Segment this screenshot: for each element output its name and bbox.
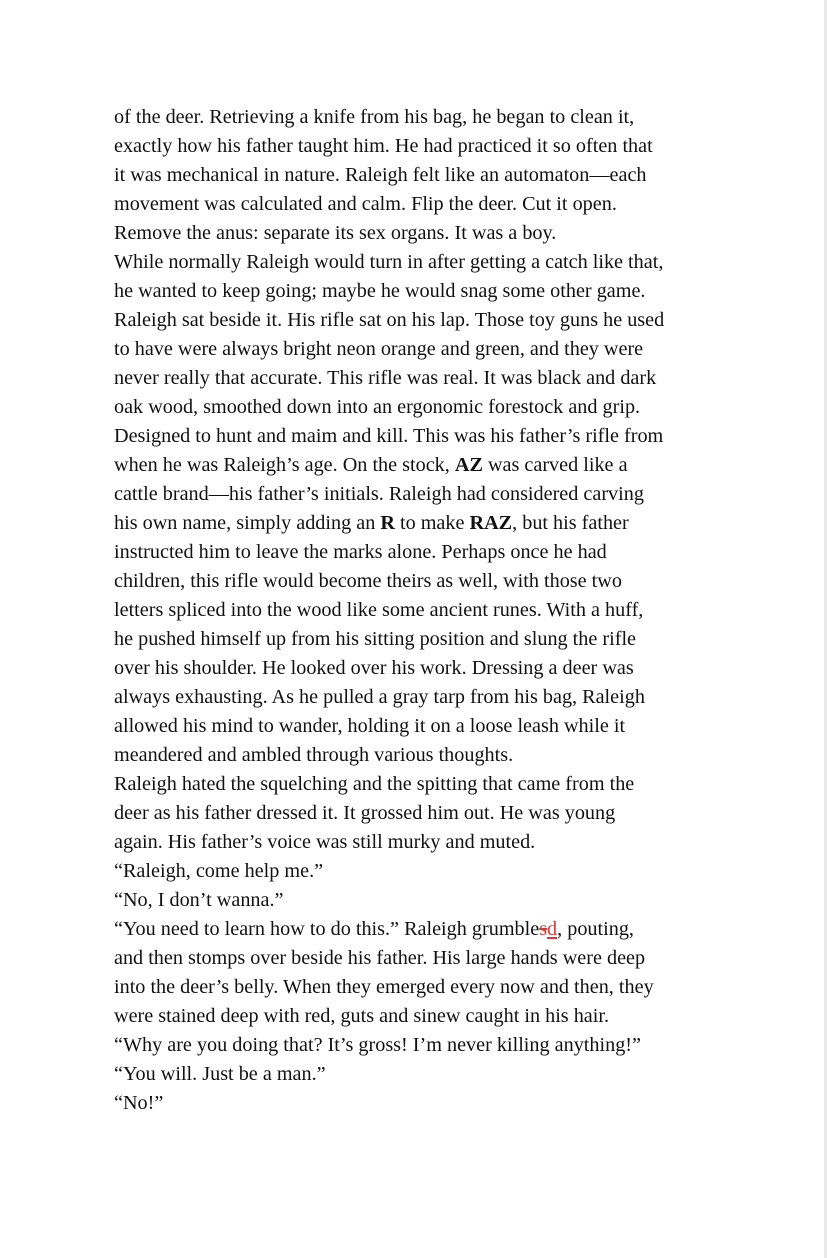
text-line: he wanted to keep going; maybe he would snag some other game. <box>114 280 646 302</box>
text-line: exactly how his father taught him. He had practiced it so often that <box>114 135 653 157</box>
text-line: movement was calculated and calm. Flip the deer. Cut it open. <box>114 193 617 215</box>
text-line: meandered and ambled through various thoughts. <box>114 744 514 766</box>
text-run: to make <box>394 512 470 534</box>
text-line <box>114 451 754 480</box>
bold-letter: R <box>380 512 395 534</box>
text-line: letters spliced into the wood like some ancient runes. With a huff, <box>114 599 644 621</box>
text-line: oak wood, smoothed down into an ergonomic forestock and grip. <box>114 396 641 418</box>
text-line: into the deer’s belly. When they emerged every now and then, they <box>114 976 654 998</box>
dialogue-line: “Raleigh, come help me.” <box>114 860 324 882</box>
text-line: over his shoulder. He looked over his work. Dressing a deer was <box>114 657 634 679</box>
text-run: was carved like a <box>482 454 628 476</box>
text-line: Raleigh hated the squelching and the spitting that came from the <box>114 773 635 795</box>
bold-initials: RAZ <box>469 512 513 534</box>
dialogue-line: “No, I don’t wanna.” <box>114 889 284 911</box>
text-line: Remove the anus: separate its sex organs. It was a boy. <box>114 222 557 244</box>
text-line: never really that accurate. This rifle was real. It was black and dark <box>114 367 657 389</box>
text-line: children, this rifle would become theirs as well, with those two <box>114 570 622 592</box>
inserted-text[interactable]: d <box>547 918 558 940</box>
text-line: always exhausting. As he pulled a gray tarp from his bag, Raleigh <box>114 686 645 708</box>
text-line: of the deer. Retrieving a knife from his bag, he began to clean it, <box>114 106 635 128</box>
dialogue-line: “You will. Just be a man.” <box>114 1063 326 1085</box>
text-line: and then stomps over beside his father. His large hands were deep <box>114 947 646 969</box>
text-line: While normally Raleigh would turn in after getting a catch like that, <box>114 251 664 273</box>
text-run: , pouting, <box>557 918 634 940</box>
text-line: to have were always bright neon orange and green, and they were <box>114 338 644 360</box>
tracked-change-line <box>114 915 754 944</box>
text-run: when he was Raleigh’s age. On the stock, <box>114 454 455 476</box>
text-run: “You need to learn how to do this.” Raleigh grumble <box>114 918 540 940</box>
text-line: were stained deep with red, guts and sinew caught in his hair. <box>114 1005 610 1027</box>
text-line: deer as his father dressed it. It grossed him out. He was young <box>114 802 616 824</box>
text-line: he pushed himself up from his sitting position and slung the rifle <box>114 628 637 650</box>
text-line: instructed him to leave the marks alone. Perhaps once he had <box>114 541 607 563</box>
bold-initials: AZ <box>454 454 483 476</box>
text-line: again. His father’s voice was still murky and muted. <box>114 831 536 853</box>
text-run: his own name, simply adding an <box>114 512 381 534</box>
text-line: Raleigh sat beside it. His rifle sat on his lap. Those toy guns he used <box>114 309 665 331</box>
dialogue-line: “No!” <box>114 1092 164 1114</box>
document-body[interactable] <box>114 103 754 1118</box>
text-line: Designed to hunt and maim and kill. This was his father’s rifle from <box>114 425 664 447</box>
dialogue-line: “Why are you doing that? It’s gross! I’m never killing anything!” <box>114 1034 641 1056</box>
text-line: allowed his mind to wander, holding it on a loose leash while it <box>114 715 626 737</box>
text-line: it was mechanical in nature. Raleigh felt like an automaton—each <box>114 164 647 186</box>
text-run: , but his father <box>512 512 629 534</box>
text-line: cattle brand—his father’s initials. Raleigh had considered carving <box>114 483 644 505</box>
deleted-text[interactable]: s <box>539 918 548 940</box>
text-line <box>114 509 754 538</box>
